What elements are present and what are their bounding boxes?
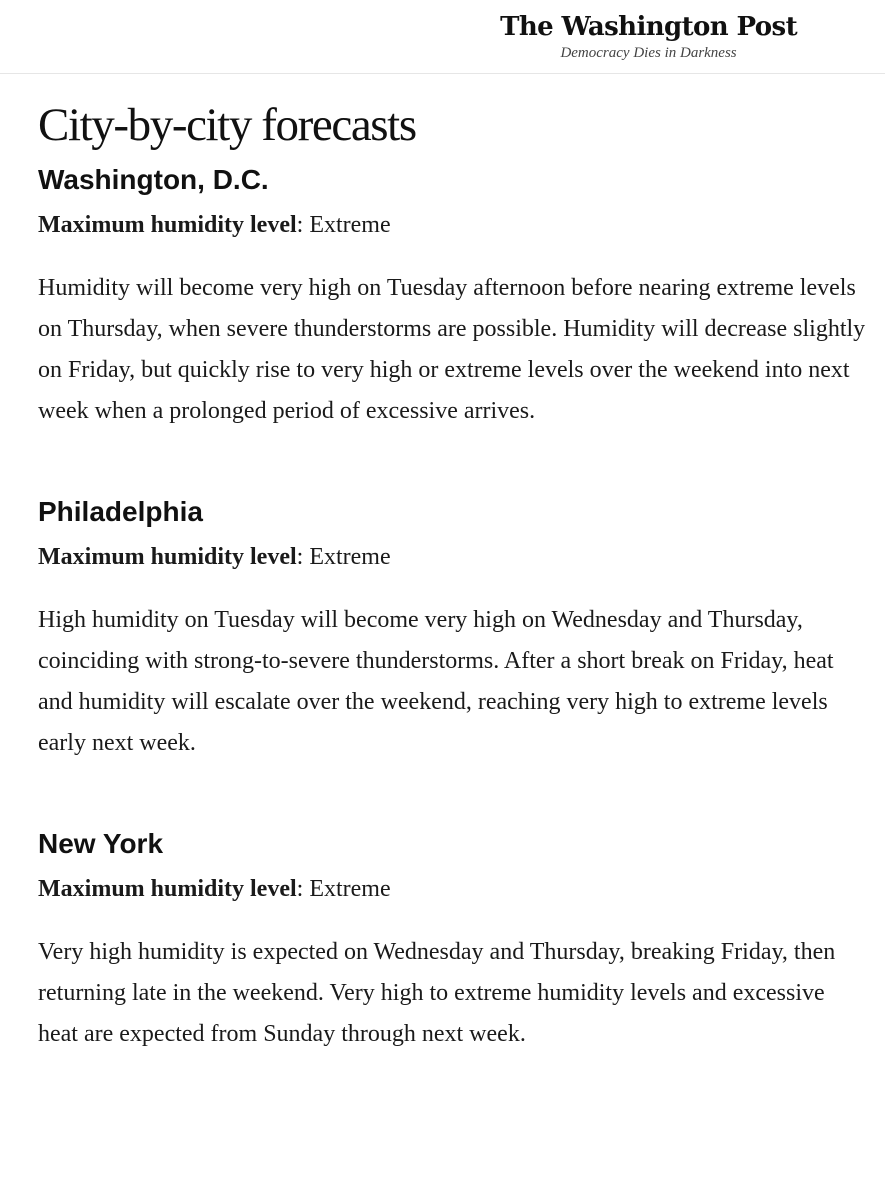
top-bar: [0, 0, 885, 74]
forecast-paragraph: Very high humidity is expected on Wednesday and Thursday, breaking Friday, then returning late in the weekend. Very high to extreme humidity levels and excessive heat are expected from Sunday through next week.: [38, 939, 836, 1047]
page-title: City-by-city forecasts: [38, 99, 416, 151]
humidity-level-line: [38, 874, 868, 904]
humidity-level-label: Maximum humidity level: [38, 212, 297, 238]
masthead-tagline: Democracy Dies in Darkness: [560, 45, 737, 61]
humidity-level-value: Extreme: [309, 212, 391, 238]
masthead-logo-link[interactable]: [500, 8, 797, 61]
humidity-level-separator: :: [296, 212, 310, 238]
city-forecast-section: [38, 494, 868, 764]
humidity-level-line: [38, 542, 868, 572]
humidity-level-value: Extreme: [309, 876, 391, 902]
forecast-paragraph: High humidity on Tuesday will become very high on Wednesday and Thursday, coinciding with strong-to-severe thunderstorms. After a short break on Friday, heat and humidity will escalate over the weekend, reaching very high to extreme levels early next week.: [38, 607, 834, 756]
forecast-paragraph: Humidity will become very high on Tuesday afternoon before nearing extreme levels on Thursday, when severe thunderstorms are possible. Humidity will decrease slightly on Friday, but quickly rise to very high or extreme levels over the weekend into next week when a prolonged period of excessive arrives.: [38, 275, 866, 424]
washington-post-logo: The Washington Post: [500, 12, 797, 42]
humidity-level-value: Extreme: [309, 544, 391, 570]
humidity-level-separator: :: [296, 544, 310, 570]
humidity-level-separator: :: [296, 876, 310, 902]
city-forecast-section: [38, 826, 868, 1055]
humidity-level-label: Maximum humidity level: [38, 544, 297, 570]
article-body: [38, 96, 868, 1055]
city-heading: New York: [38, 828, 164, 859]
humidity-level-line: [38, 210, 868, 240]
humidity-level-label: Maximum humidity level: [38, 876, 297, 902]
city-forecast-section: [38, 162, 868, 432]
city-heading: Washington, D.C.: [38, 164, 269, 195]
city-heading: Philadelphia: [38, 496, 203, 527]
